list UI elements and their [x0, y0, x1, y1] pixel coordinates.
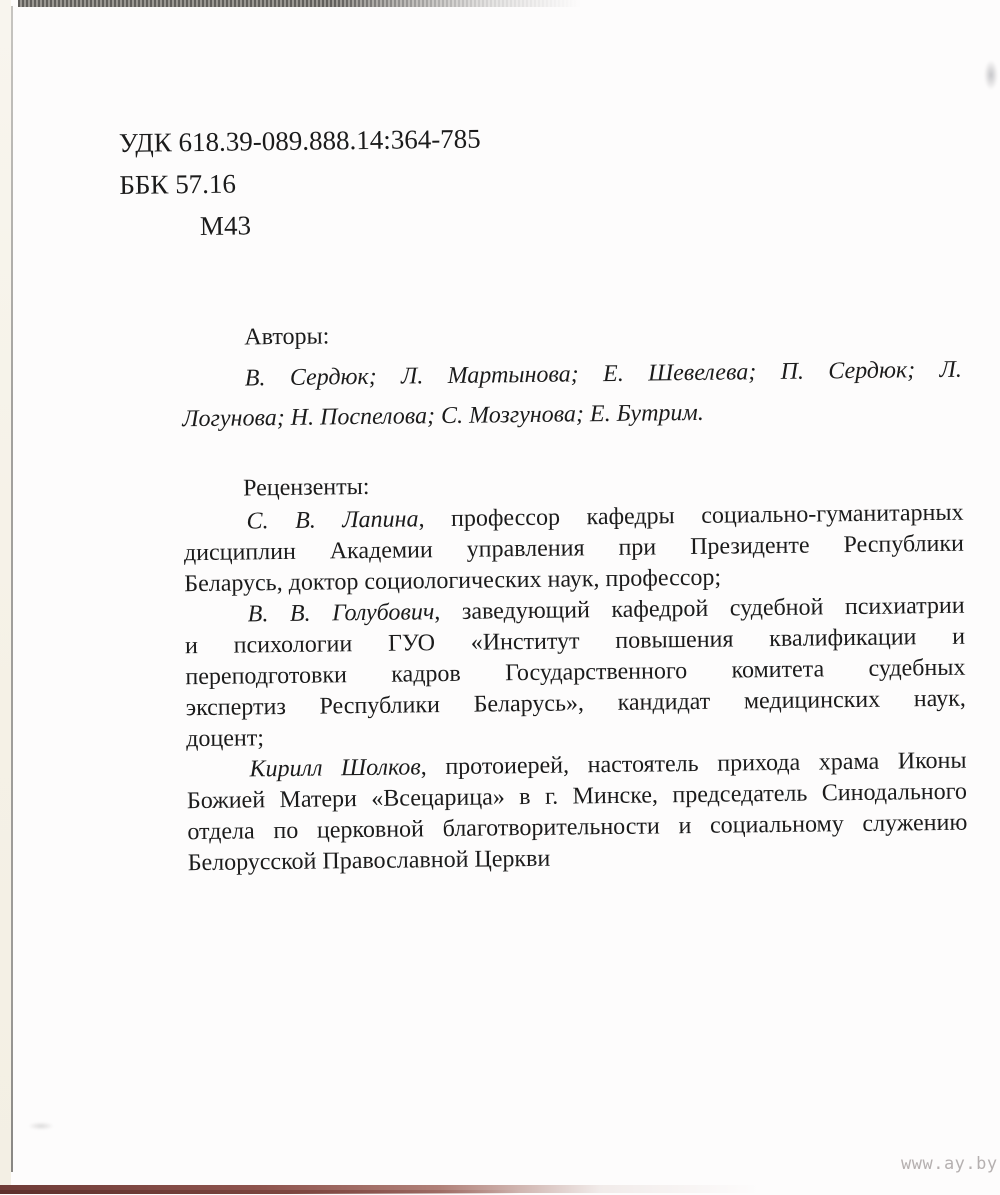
authors-line: Логунова; Н. Поспелова; С. Мозгунова; Е. Бутрим.	[182, 399, 704, 433]
reviewer-name: В. В. Голубович	[247, 599, 435, 628]
classification-block	[119, 118, 482, 248]
reviewer-entry-line: Божией Матери «Всецарица» в г. Минске, председатель Синодального	[186, 778, 968, 815]
reviewers-heading: Рецензенты:	[242, 473, 370, 502]
author-sign-code: М43	[199, 210, 252, 241]
reviewer-entry-line: дисциплин Академии управления при Президенте Республики	[183, 530, 965, 567]
reviewers-section	[183, 462, 968, 879]
reviewer-entry-line: и психологии ГУО «Институт повышения квалификации и	[184, 623, 966, 660]
bbk-code: ББК 57.16	[119, 168, 237, 200]
reviewer-entry-line: переподготовки кадров Государственного комитета судебных	[185, 654, 966, 691]
reviewer-entry-line: доцент;	[186, 725, 265, 753]
reviewer-entry-line: Белорусской Православной Церкви	[187, 845, 551, 877]
reviewer-title: , профессор кафедры социально-гуманитарных	[418, 499, 964, 533]
reviewer-name: Кирилл Шолков	[249, 754, 421, 783]
udk-code: УДК 618.39-089.888.14:364-785	[118, 123, 481, 158]
authors-section	[181, 312, 962, 440]
reviewer-entry-line: экспертиз Республики Беларусь», кандидат медицинских наук,	[185, 685, 966, 722]
watermark-text: www.ay.by	[901, 1154, 998, 1174]
reviewer-entry-line: Беларусь, доктор социологических наук, профессор;	[184, 564, 722, 598]
authors-line: В. Сердюк; Л. Мартынова; Е. Шевелева; П. Сердюк; Л.	[244, 356, 962, 392]
reviewer-title: , заведующий кафедрой судебной психиатрии	[434, 592, 965, 626]
reviewer-title: , протоиерей, настоятель прихода храма Иконы	[420, 747, 967, 781]
reviewer-entry-line: отдела по церковной благотворительности и социальному служению	[187, 809, 968, 846]
reviewer-name: С. В. Лапина	[246, 506, 419, 535]
authors-heading: Авторы:	[244, 323, 330, 351]
